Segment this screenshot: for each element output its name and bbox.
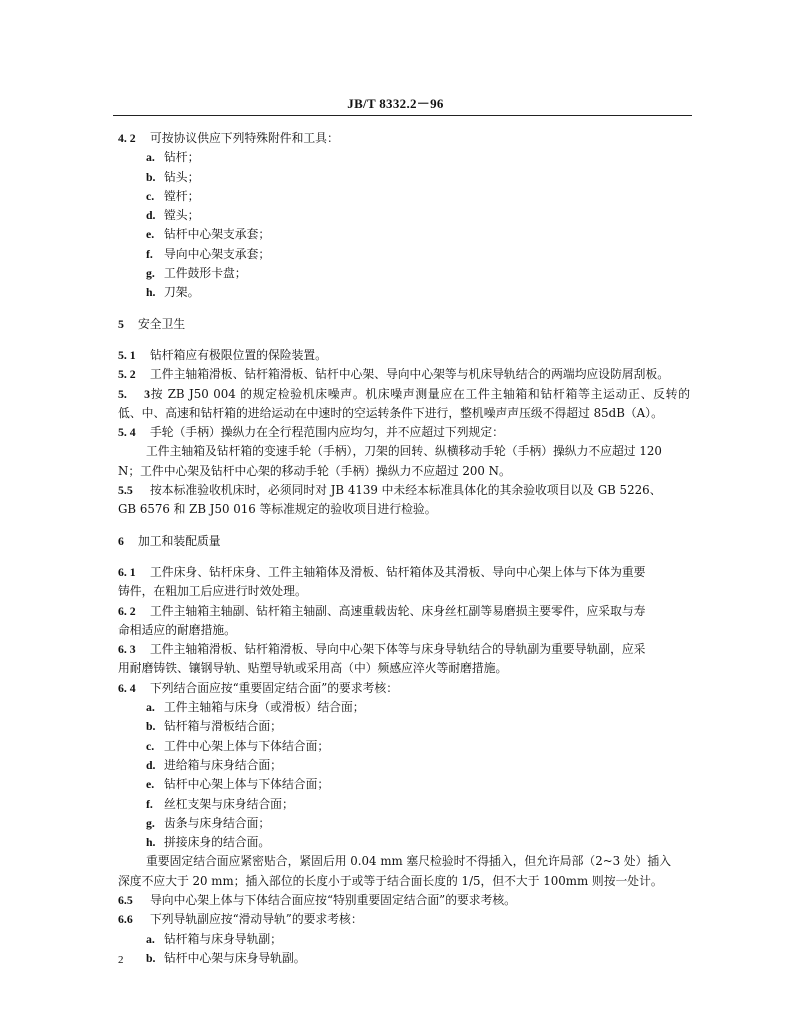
list-text: 丝杠支架与床身结合面； <box>164 796 294 811</box>
list-text: 工件鼓形卡盘； <box>164 266 247 281</box>
list-item <box>118 737 690 756</box>
clause-6-2 <box>118 602 690 621</box>
list-label: b. <box>146 169 156 184</box>
list-item <box>118 148 690 167</box>
clause-4-2 <box>118 129 690 148</box>
clause-6-6-list <box>118 930 690 969</box>
list-label: d. <box>146 757 156 772</box>
list-label: h. <box>146 285 156 300</box>
clause-6-5 <box>118 891 690 910</box>
list-text: 钻杆箱与床身导轨副； <box>164 931 282 946</box>
list-label: f. <box>146 246 153 261</box>
list-label: g. <box>146 266 155 281</box>
list-text: 钻杆箱与滑板结合面； <box>164 719 282 734</box>
clause-number: 5. 4 <box>118 425 136 440</box>
clause-text: 按本标准验收机床时，必须同时对 JB 4139 中未经本标准具体化的其余验收项目以及 GB 5226、 <box>150 483 662 498</box>
clause-6-3 <box>118 640 690 659</box>
list-text: 钻头； <box>164 169 200 184</box>
list-item <box>118 245 690 264</box>
clause-5-4-cont: N；工件中心架及钻杆中心架的移动手轮（手柄）操纵力不应超过 200 N。 <box>118 463 511 478</box>
clause-text: 下列结合面应按“重要固定结合面”的要求考核： <box>150 680 399 695</box>
list-text: 工件中心架上体与下体结合面； <box>164 738 330 753</box>
list-item <box>118 206 690 225</box>
section-number: 5 <box>118 316 124 331</box>
clause-number: 4. 2 <box>118 131 136 145</box>
list-item <box>118 930 690 949</box>
list-label: a. <box>146 931 155 946</box>
section-title: 安全卫生 <box>138 316 186 331</box>
list-item <box>118 698 690 717</box>
clause-5-4 <box>118 423 690 442</box>
clause-text: 可按协议供应下列特殊附件和工具： <box>150 131 339 145</box>
clause-text: 工件主轴箱主轴副、钻杆箱主轴副、高速重载齿轮、床身丝杠副等易磨损主要零件，应采取与寿 <box>150 603 646 618</box>
list-label: c. <box>146 738 155 753</box>
clause-number: 6. 1 <box>118 564 136 579</box>
section-5-heading <box>118 315 690 334</box>
list-text: 钻杆中心架支承套； <box>164 227 271 242</box>
clause-number: 5. 3 <box>118 386 150 401</box>
clause-5-3 <box>118 385 690 404</box>
list-label: a. <box>146 150 155 165</box>
list-text: 钻杆； <box>164 150 200 165</box>
clause-text: 工件主轴箱滑板、钻杆箱滑板、导向中心架下体等与床身导轨结合的导轨副为重要导轨副，应采 <box>150 642 646 657</box>
list-text: 镗杆； <box>164 188 200 203</box>
list-item <box>118 168 690 187</box>
list-text: 钻杆中心架与床身导轨副。 <box>164 950 306 965</box>
clause-5-1 <box>118 346 690 365</box>
clause-number: 5. 2 <box>118 367 136 382</box>
clause-text: 钻杆箱应有极限位置的保险装置。 <box>150 347 327 362</box>
list-label: b. <box>146 719 156 734</box>
list-text: 拼接床身的结合面。 <box>164 835 271 850</box>
clause-6-4 <box>118 679 690 698</box>
list-label: a. <box>146 700 155 715</box>
clause-6-4-cont: 深度不应大于 20 mm；插入部位的长度小于或等于结合面长度的 1/5，但不大于 100mm 则按一处计。 <box>118 873 663 888</box>
clause-number: 5. 1 <box>118 347 136 362</box>
list-item <box>118 283 690 302</box>
clause-5-4-para: 工件主轴箱及钻杆箱的变速手轮（手柄），刀架的回转、纵横移动手轮（手柄）操纵力不应超过 120 <box>146 444 662 459</box>
list-text: 工件主轴箱与床身（或滑板）结合面； <box>164 700 365 715</box>
list-item <box>118 717 690 736</box>
list-label: c. <box>146 188 155 203</box>
clause-text: 工件主轴箱滑板、钻杆箱滑板、钻杆中心架、导向中心架等与机床导轨结合的两端均应设防屑刮板。 <box>150 367 670 382</box>
list-text: 齿条与床身结合面； <box>164 815 271 830</box>
clause-number: 6.6 <box>118 912 133 927</box>
list-text: 进给箱与床身结合面； <box>164 757 282 772</box>
list-item <box>118 756 690 775</box>
clause-6-4-para: 重要固定结合面应紧密贴合，紧固后用 0.04 mm 塞尺检验时不得插入，但允许局部（2~3 处）插入 <box>146 854 672 869</box>
clause-number: 6.5 <box>118 892 133 907</box>
document-header-code: JB/T 8332.2－96 <box>347 96 444 111</box>
list-text: 导向中心架支承套； <box>164 246 271 261</box>
clause-6-6 <box>118 910 690 929</box>
header-rule <box>113 115 692 116</box>
clause-text: 手轮（手柄）操纵力在全行程范围内应均匀，并不应超过下列规定： <box>150 425 504 440</box>
list-label: f. <box>146 796 153 811</box>
clause-text: 导向中心架上体与下体结合面应按“特别重要固定结合面”的要求考核。 <box>150 892 516 907</box>
list-item <box>118 775 690 794</box>
list-text: 镗头； <box>164 208 200 223</box>
list-item <box>118 264 690 283</box>
section-title: 加工和装配质量 <box>138 533 221 548</box>
list-item <box>118 795 690 814</box>
list-item <box>118 225 690 244</box>
document-body <box>118 129 690 968</box>
clause-6-1 <box>118 563 690 582</box>
clause-5-5 <box>118 481 690 500</box>
list-item <box>118 949 690 968</box>
list-label: e. <box>146 227 155 242</box>
list-text: 钻杆中心架上体与下体结合面； <box>164 777 330 792</box>
clause-number: 6. 2 <box>118 603 136 618</box>
clause-4-2-list <box>118 148 690 302</box>
list-label: d. <box>146 208 156 223</box>
clause-6-4-list <box>118 698 690 852</box>
clause-6-2-cont: 命相适应的耐磨措施。 <box>118 622 236 637</box>
clause-5-5-cont: GB 6576 和 ZB J50 016 等标准规定的验收项目进行检验。 <box>118 502 437 517</box>
list-label: e. <box>146 777 155 792</box>
page-number: 2 <box>118 954 124 966</box>
clause-text: 下列导轨副应按“滑动导轨”的要求考核： <box>150 912 363 927</box>
clause-text: 工件床身、钻杆床身、工件主轴箱体及滑板、钻杆箱体及其滑板、导向中心架上体与下体为重要 <box>150 564 646 579</box>
clause-number: 6. 3 <box>118 642 136 657</box>
list-label: b. <box>146 950 156 965</box>
clause-5-3-cont: 低、中、高速和钻杆箱的进给运动在中速时的空运转条件下进行，整机噪声声压级不得超过 85dB（A）。 <box>118 405 663 420</box>
clause-number: 5.5 <box>118 483 133 498</box>
list-text: 刀架。 <box>164 285 200 300</box>
section-number: 6 <box>118 533 124 548</box>
clause-text: 按 ZB J50 004 的规定检验机床噪声。机床噪声测量应在工件主轴箱和钻杆箱等主运动正、反转的 <box>150 386 690 401</box>
clause-6-3-cont: 用耐磨铸铁、镶钢导轨、贴塑导轨或采用高（中）频感应淬火等耐磨措施。 <box>118 661 508 676</box>
list-item <box>118 814 690 833</box>
clause-number: 6. 4 <box>118 680 136 695</box>
list-item <box>118 833 690 852</box>
clause-6-1-cont: 铸件，在粗加工后应进行时效处理。 <box>118 584 307 599</box>
list-label: g. <box>146 815 155 830</box>
clause-5-2 <box>118 365 690 384</box>
list-label: h. <box>146 835 156 850</box>
section-6-heading <box>118 532 690 551</box>
list-item <box>118 187 690 206</box>
